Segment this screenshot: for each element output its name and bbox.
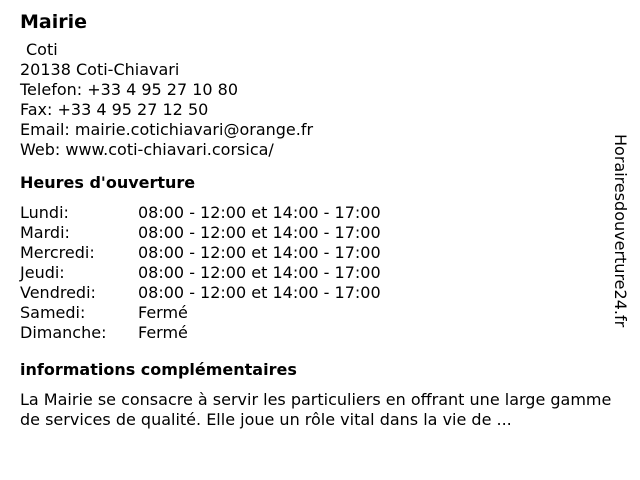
hours-row <box>20 243 616 263</box>
hours-row <box>20 303 616 323</box>
day-label: Mercredi: <box>20 243 95 262</box>
day-hours: 08:00 - 12:00 et 14:00 - 17:00 <box>138 203 381 222</box>
additional-info-heading: informations complémentaires <box>20 360 297 379</box>
opening-hours-heading: Heures d'ouverture <box>20 173 196 192</box>
street-address: Coti <box>26 40 58 59</box>
day-hours: Fermé <box>138 323 188 342</box>
hours-row <box>20 263 616 283</box>
day-hours: 08:00 - 12:00 et 14:00 - 17:00 <box>138 263 381 282</box>
day-label: Vendredi: <box>20 283 96 302</box>
day-label: Samedi: <box>20 303 86 322</box>
business-card <box>20 10 616 430</box>
phone-number: Telefon: +33 4 95 27 10 80 <box>20 80 239 99</box>
day-label: Jeudi: <box>20 263 65 282</box>
fax-number: Fax: +33 4 95 27 12 50 <box>20 100 209 119</box>
day-label: Lundi: <box>20 203 69 222</box>
page-title: Mairie <box>20 11 88 33</box>
hours-row <box>20 223 616 243</box>
city-address: 20138 Coti-Chiavari <box>20 60 180 79</box>
site-watermark: Horairesdouverture24.fr <box>611 134 630 328</box>
hours-row <box>20 203 616 223</box>
additional-info-text: La Mairie se consacre à servir les particuliers en offrant une large gamme de services de qualité. Elle joue un rôle vital dans la vie de ... <box>20 390 612 429</box>
day-label: Dimanche: <box>20 323 107 342</box>
email-address: Email: mairie.cotichiavari@orange.fr <box>20 120 314 139</box>
day-hours: 08:00 - 12:00 et 14:00 - 17:00 <box>138 223 381 242</box>
day-hours: 08:00 - 12:00 et 14:00 - 17:00 <box>138 283 381 302</box>
contact-block <box>20 40 616 160</box>
opening-hours-table <box>20 203 616 343</box>
hours-row <box>20 283 616 303</box>
day-hours: Fermé <box>138 303 188 322</box>
day-hours: 08:00 - 12:00 et 14:00 - 17:00 <box>138 243 381 262</box>
hours-row <box>20 323 616 343</box>
website-address: Web: www.coti-chiavari.corsica/ <box>20 140 274 159</box>
day-label: Mardi: <box>20 223 70 242</box>
